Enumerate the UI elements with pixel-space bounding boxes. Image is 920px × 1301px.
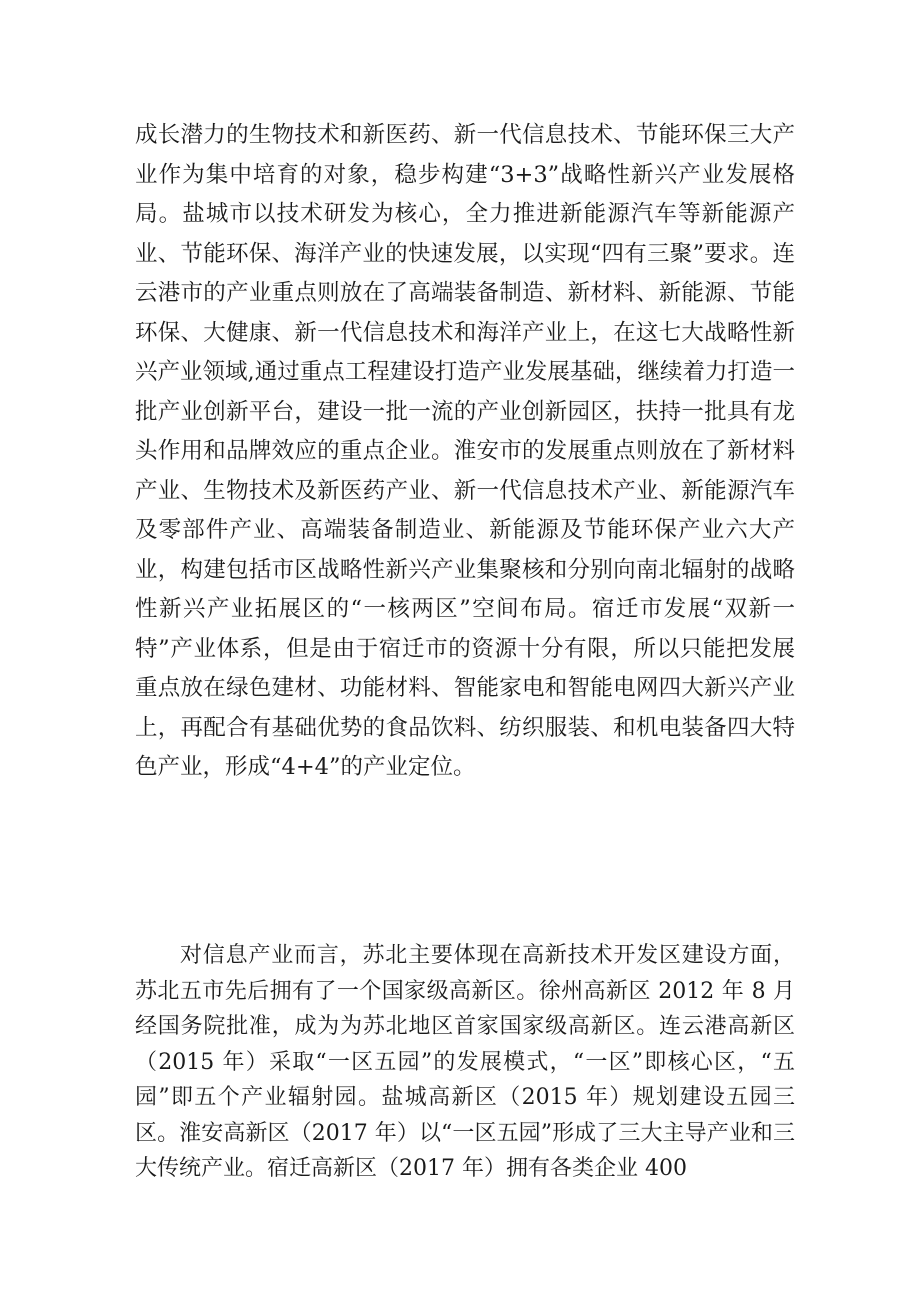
paragraph-strategic-industries: 成长潜力的生物技术和新医药、新一代信息技术、节能环保三大产业作为集中培育的对象，稳步构建“3+3”战略性新兴产业发展格局。盐城市以技术研发为核心，全力推进新能源汽车等新能源产业、节能环保、海洋产业的快速发展，以实现“四有三聚”要求。连云港市的产业重点则放在了高端装备制造、新材料、新能源、节能环保、大健康、新一代信息技术和海洋产业上，在这七大战略性新兴产业领域,通过重点工程建设打造产业发展基础，继续着力打造一批产业创新平台，建设一批一流的产业创新园区，扶持一批具有龙头作用和品牌效应的重点企业。淮安市的发展重点则放在了新材料产业、生物技术及新医药产业、新一代信息技术产业、新能源汽车及零部件产业、高端装备制造业、新能源及节能环保产业六大产业，构建包括市区战略性新兴产业集聚核和分别向南北辐射的战略性新兴产业拓展区的“一核两区”空间布局。宿迁市发展“双新一特”产业体系，但是由于宿迁市的资源十分有限，所以只能把发展重点放在绿色建材、功能材料、智能家电和智能电网四大新兴产业上，再配合有基础优势的食品饮料、纺织服装、和机电装备四大特色产业，形成“4+4”的产业定位。 [135,122,795,780]
paragraph-high-tech-zones: 对信息产业而言，苏北主要体现在高新技术开发区建设方面，苏北五市先后拥有了一个国家级高新区。徐州高新区 2012 年 8 月经国务院批准，成为为苏北地区首家国家级高新区。连云港高新区（2015 年）采取“一区五园”的发展模式，“一区”即核心区，“五园”即五个产业辐射园。盐城高新区（2015 年）规划建设五园三区。淮安高新区（2017 年）以“一区五园”形成了三大主导产业和三大传统产业。宿迁高新区（2017 年）拥有各类企业 400 [135,943,795,1181]
